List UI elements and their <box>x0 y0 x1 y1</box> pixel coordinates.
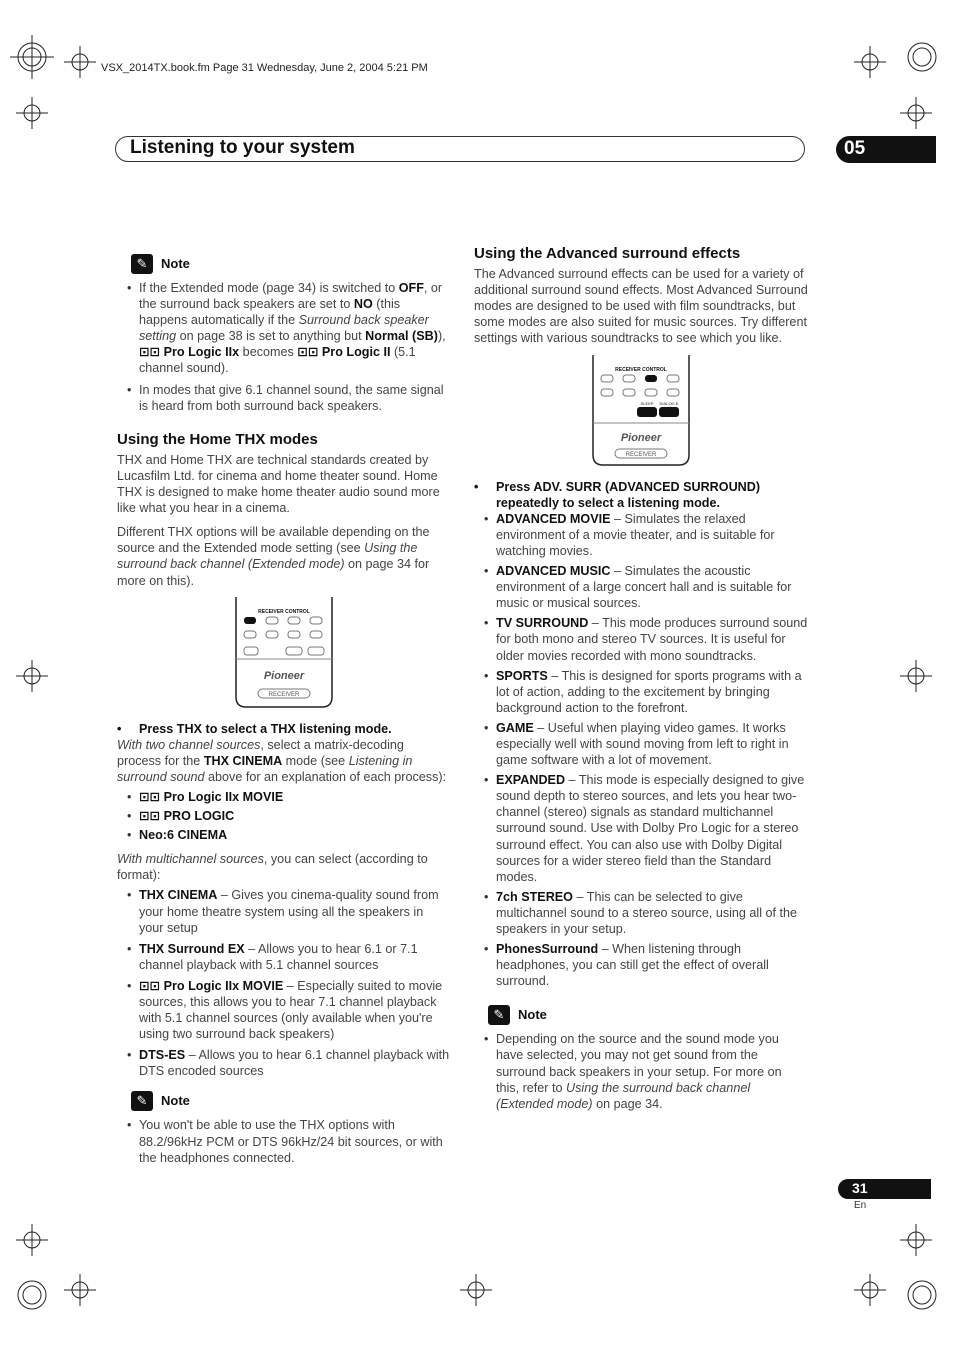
note-item: • You won't be able to use the THX options with 88.2/96kHz PCM or DTS 96kHz/24 bit sources, or with the headphones connected. <box>117 1117 451 1165</box>
svg-text:RECEIVER: RECEIVER <box>625 451 657 458</box>
multichannel-para: With multichannel sources, you can select (according to format): <box>117 852 428 883</box>
advanced-intro: The Advanced surround effects can be used for a variety of additional surround sound effects. Most Advanced Surround modes are designed to be used with film soundtracks, but some modes are also suited for music sources. Try different settings with various soundtracks to see which you like. <box>474 267 808 346</box>
sleep-label: SLEEP <box>640 400 654 406</box>
svg-text:RECEIVER CONTROL: RECEIVER CONTROL <box>615 366 667 373</box>
pencil-icon: ✎ <box>131 1091 153 1111</box>
two-channel-para: With two channel sources, select a matrix-decoding process for the THX CINEMA mode (see Listening in surround sound above for an explanation of each process): <box>117 737 447 784</box>
receiver-label: RECEIVER <box>268 691 300 698</box>
note-item: • If the Extended mode (page 34) is switched to OFF, or the surround back speakers are set to NO (this happens automatically if the Surround back speaker setting on page 38 is set to anything but Normal (SB)), ⊡⊡ Pro Logic IIx becomes ⊡⊡ Pro Logic II (5.1 channel sound). <box>117 280 451 377</box>
note-item: • In modes that give 6.1 channel sound, the same signal is heard from both surround back speakers. <box>117 382 451 414</box>
advanced-step: • Press ADV. SURR (ADVANCED SURROUND) repeatedly to select a listening mode. <box>474 479 808 511</box>
brand-logo: Pioneer <box>263 669 305 682</box>
multichannel-list: • THX CINEMA – Gives you cinema-quality sound from your home theatre system using all the speakers in your setup • THX Surround EX – Allows you to hear 6.1 or 7.1 channel playback with 5.1 channel sources • ⊡⊡ Pro Logic IIx MOVIE – Especially suited to movie sources, this allows you to hear 7.1 channel playback with 5.1 channel sources (only available when you're using two surround back speakers) • DTS-ES – Allows you to hear 6.1 channel playback with DTS encoded sources <box>117 887 451 1079</box>
two-channel-list: • ⊡⊡ Pro Logic IIx MOVIE • ⊡⊡ PRO LOGIC • Neo:6 CINEMA <box>117 789 451 843</box>
thx-step: • Press THX to select a THX listening mode. <box>117 721 451 737</box>
remote-illustration-thx <box>234 597 334 709</box>
thx-heading: Using the Home THX modes <box>117 430 318 448</box>
thx-button <box>244 617 256 624</box>
advanced-heading: Using the Advanced surround effects <box>474 245 741 262</box>
page-title: Listening to your system <box>130 137 355 158</box>
left-column <box>117 254 451 1174</box>
note-header: ✎ Note <box>131 1091 451 1111</box>
note-list <box>117 1117 451 1165</box>
pencil-icon: ✎ <box>131 254 153 274</box>
right-column <box>474 246 808 1120</box>
advanced-mode-list: • ADVANCED MOVIE – Simulates the relaxed environment of a movie theater, and is suitable for watching movies. • ADVANCED MUSIC – Simulates the acoustic environment of a large concert hall and is suitable for music or musical sources. • TV SURROUND – This mode produces surround sound for both mono and stereo TV sources. It is useful for older movies recorded with mono soundtracks. • SPORTS – This is designed for sports programs with a lot of action, adding to the excitement by bringing background action to the forefront. • GAME – Useful when playing video games. It works especially well with sound moving from left to right in game software with a lot of movement. • EXPANDED – This mode is especially designed to give sound depth to stereo sources, and lets you hear two-channel (stereo) signals as standard multichannel surround sound. Use with Dolby Pro Logic for a stereo surround effect. You can also use with Dolby Digital sources for a wider stereo field than the Standard modes. • 7ch STEREO – This can be selected to give multichannel sound to a stereo source, using all of the speakers in your setup. • PhonesSurround – When listening through headphones, you can still get the effect of overall surround. <box>474 511 808 990</box>
note-list <box>474 1031 808 1111</box>
adv-surr-button <box>645 375 657 382</box>
svg-text:Pioneer: Pioneer <box>620 431 662 444</box>
dialog-label: DIALOG E <box>659 400 679 406</box>
note-list <box>117 280 451 414</box>
file-header: VSX_2014TX.book.fm Page 31 Wednesday, June 2, 2004 5:21 PM <box>101 62 428 74</box>
page-number-badge: 31 <box>838 1179 931 1199</box>
remote-illustration-advsurr <box>591 355 691 467</box>
remote-section-label: RECEIVER CONTROL <box>258 608 310 615</box>
chapter-number: 05 <box>844 138 866 159</box>
language-label: En <box>854 1200 867 1211</box>
chapter-badge <box>836 136 936 163</box>
pencil-icon: ✎ <box>488 1005 510 1025</box>
note-header: ✎ Note <box>131 254 451 274</box>
thx-intro: THX and Home THX are technical standards created by Lucasfilm Ltd. for cinema and home theater sound. Home THX is designed to make home theater audio sound more like what you hear in a cinema. <box>117 452 440 516</box>
note-header: ✎ Note <box>488 1005 808 1025</box>
note-item: • Depending on the source and the sound mode you have selected, you may not get sound from the surround back speakers in your setup. For more on this, refer to Using the surround back channel (Extended mode) on page 34. <box>474 1031 808 1111</box>
thx-options-para: Different THX options will be available depending on the source and the Extended mode setting (see Using the surround back channel (Extended mode) on page 34 for more on this). <box>117 525 430 588</box>
